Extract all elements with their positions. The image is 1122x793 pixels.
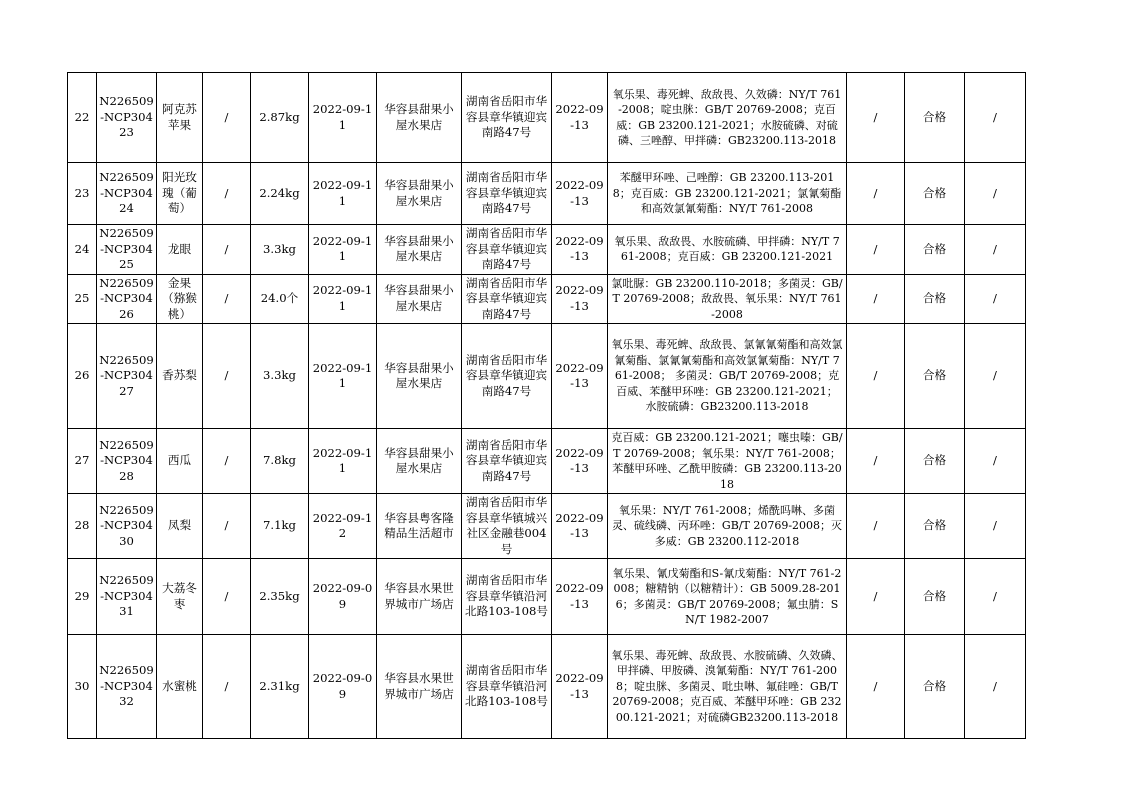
row-seq-number: 28 — [68, 494, 97, 559]
conclusion: 合格 — [905, 73, 965, 163]
test-date: 2022-09-13 — [552, 635, 608, 739]
sample-code: N226509-NCP30432 — [97, 635, 157, 739]
seller-address: 湖南省岳阳市华容县章华镇城兴社区金融巷004号 — [462, 494, 552, 559]
brand-cell: / — [203, 635, 251, 739]
purchase-date: 2022-09-12 — [309, 494, 377, 559]
note-cell: / — [847, 494, 905, 559]
conclusion: 合格 — [905, 429, 965, 494]
conclusion: 合格 — [905, 274, 965, 324]
sample-name: 龙眼 — [157, 225, 203, 275]
purchase-date: 2022-09-09 — [309, 635, 377, 739]
sample-quantity: 3.3kg — [251, 225, 309, 275]
table-row — [68, 225, 1026, 275]
seller-address: 湖南省岳阳市华容县章华镇迎宾南路47号 — [462, 274, 552, 324]
purchase-date: 2022-09-11 — [309, 73, 377, 163]
remark-cell: / — [965, 559, 1026, 635]
note-cell: / — [847, 635, 905, 739]
sample-code: N226509-NCP30428 — [97, 429, 157, 494]
conclusion: 合格 — [905, 324, 965, 429]
sample-code: N226509-NCP30426 — [97, 274, 157, 324]
seller-address: 湖南省岳阳市华容县章华镇沿河北路103-108号 — [462, 635, 552, 739]
purchase-date: 2022-09-11 — [309, 274, 377, 324]
seller-address: 湖南省岳阳市华容县章华镇迎宾南路47号 — [462, 73, 552, 163]
sample-quantity: 2.35kg — [251, 559, 309, 635]
brand-cell: / — [203, 429, 251, 494]
seller-name: 华容县粤客隆精品生活超市 — [377, 494, 462, 559]
row-seq-number: 27 — [68, 429, 97, 494]
test-items-and-standards: 氧乐果、毒死蜱、敌敌畏、水胺硫磷、久效磷、甲拌磷、甲胺磷、溴氰菊酯：NY/T 761-2008；啶虫脒、多菌灵、吡虫啉、氟硅唑：GB/T 20769-2008；克百威、苯醚甲环唑：GB 23200.121-2021；对硫磷GB23200.113-2018 — [608, 635, 847, 739]
row-seq-number: 29 — [68, 559, 97, 635]
test-items-and-standards: 苯醚甲环唑、己唑醇：GB 23200.113-2018；克百威：GB 23200.121-2021；氯氰菊酯和高效氯氰菊酯：NY/T 761-2008 — [608, 163, 847, 225]
seller-name: 华容县甜果小屋水果店 — [377, 324, 462, 429]
row-seq-number: 26 — [68, 324, 97, 429]
row-seq-number: 30 — [68, 635, 97, 739]
brand-cell: / — [203, 274, 251, 324]
row-seq-number: 24 — [68, 225, 97, 275]
remark-cell: / — [965, 494, 1026, 559]
seller-name: 华容县甜果小屋水果店 — [377, 73, 462, 163]
sample-name: 金果（猕猴桃） — [157, 274, 203, 324]
brand-cell: / — [203, 225, 251, 275]
table-row — [68, 635, 1026, 739]
note-cell: / — [847, 225, 905, 275]
table-row — [68, 429, 1026, 494]
note-cell: / — [847, 73, 905, 163]
brand-cell: / — [203, 163, 251, 225]
note-cell: / — [847, 163, 905, 225]
sample-code: N226509-NCP30427 — [97, 324, 157, 429]
purchase-date: 2022-09-11 — [309, 429, 377, 494]
brand-cell: / — [203, 559, 251, 635]
seller-address: 湖南省岳阳市华容县章华镇迎宾南路47号 — [462, 225, 552, 275]
remark-cell: / — [965, 225, 1026, 275]
test-date: 2022-09-13 — [552, 324, 608, 429]
seller-address: 湖南省岳阳市华容县章华镇迎宾南路47号 — [462, 163, 552, 225]
table-row — [68, 163, 1026, 225]
test-items-and-standards: 氧乐果、毒死蜱、敌敌畏、氯氰氰菊酯和高效氯氰菊酯、氯氰氰菊酯和高效氯氰菊酯：NY/T 761-2008； 多菌灵：GB/T 20769-2008；克百威、苯醚甲环唑：GB 23200.121-2021；水胺硫磷：GB23200.113-2018 — [608, 324, 847, 429]
sample-code: N226509-NCP30424 — [97, 163, 157, 225]
test-date: 2022-09-13 — [552, 73, 608, 163]
seller-address: 湖南省岳阳市华容县章华镇迎宾南路47号 — [462, 429, 552, 494]
sample-code: N226509-NCP30423 — [97, 73, 157, 163]
test-items-and-standards: 氯吡脲：GB 23200.110-2018；多菌灵：GB/T 20769-2008；敌敌畏、氧乐果：NY/T 761-2008 — [608, 274, 847, 324]
test-date: 2022-09-13 — [552, 163, 608, 225]
test-date: 2022-09-13 — [552, 559, 608, 635]
conclusion: 合格 — [905, 559, 965, 635]
brand-cell: / — [203, 73, 251, 163]
purchase-date: 2022-09-09 — [309, 559, 377, 635]
conclusion: 合格 — [905, 163, 965, 225]
table-row — [68, 73, 1026, 163]
test-items-and-standards: 氧乐果、毒死蜱、敌敌畏、久效磷：NY/T 761-2008；啶虫脒：GB/T 20769-2008；克百威：GB 23200.121-2021；水胺硫磷、对硫磷、三唑醇、甲拌磷：GB23200.113-2018 — [608, 73, 847, 163]
test-date: 2022-09-13 — [552, 494, 608, 559]
sample-name: 阳光玫瑰（葡萄） — [157, 163, 203, 225]
inspection-results-table — [67, 72, 1026, 739]
sample-quantity: 2.31kg — [251, 635, 309, 739]
note-cell: / — [847, 324, 905, 429]
table-row — [68, 494, 1026, 559]
remark-cell: / — [965, 429, 1026, 494]
test-items-and-standards: 氧乐果、敌敌畏、水胺硫磷、甲拌磷：NY/T 761-2008；克百威：GB 23200.121-2021 — [608, 225, 847, 275]
note-cell: / — [847, 559, 905, 635]
test-date: 2022-09-13 — [552, 225, 608, 275]
sample-quantity: 7.1kg — [251, 494, 309, 559]
test-items-and-standards: 氧乐果、氰戊菊酯和S-氰戊菊酯：NY/T 761-2008；糖精钠（以糖精计）：GB 5009.28-2016；多菌灵：GB/T 20769-2008；氟虫腈：SN/T 1982-2007 — [608, 559, 847, 635]
test-date: 2022-09-13 — [552, 429, 608, 494]
purchase-date: 2022-09-11 — [309, 324, 377, 429]
seller-name: 华容县甜果小屋水果店 — [377, 163, 462, 225]
conclusion: 合格 — [905, 225, 965, 275]
test-items-and-standards: 克百威：GB 23200.121-2021；噻虫嗪：GB/T 20769-2008；氧乐果：NY/T 761-2008；苯醚甲环唑、乙酰甲胺磷：GB 23200.113-2018 — [608, 429, 847, 494]
remark-cell: / — [965, 274, 1026, 324]
sample-quantity: 7.8kg — [251, 429, 309, 494]
remark-cell: / — [965, 324, 1026, 429]
seller-name: 华容县甜果小屋水果店 — [377, 274, 462, 324]
seller-address: 湖南省岳阳市华容县章华镇沿河北路103-108号 — [462, 559, 552, 635]
sample-name: 凤梨 — [157, 494, 203, 559]
sample-code: N226509-NCP30430 — [97, 494, 157, 559]
remark-cell: / — [965, 635, 1026, 739]
seller-address: 湖南省岳阳市华容县章华镇迎宾南路47号 — [462, 324, 552, 429]
test-items-and-standards: 氧乐果：NY/T 761-2008；烯酰吗啉、多菌灵、硫线磷、丙环唑：GB/T 20769-2008；灭多威：GB 23200.112-2018 — [608, 494, 847, 559]
conclusion: 合格 — [905, 635, 965, 739]
sample-name: 阿克苏苹果 — [157, 73, 203, 163]
conclusion: 合格 — [905, 494, 965, 559]
sample-code: N226509-NCP30425 — [97, 225, 157, 275]
remark-cell: / — [965, 163, 1026, 225]
sample-name: 西瓜 — [157, 429, 203, 494]
brand-cell: / — [203, 324, 251, 429]
note-cell: / — [847, 274, 905, 324]
purchase-date: 2022-09-11 — [309, 163, 377, 225]
sample-code: N226509-NCP30431 — [97, 559, 157, 635]
sample-name: 大荔冬枣 — [157, 559, 203, 635]
seller-name: 华容县甜果小屋水果店 — [377, 429, 462, 494]
row-seq-number: 25 — [68, 274, 97, 324]
sample-name: 水蜜桃 — [157, 635, 203, 739]
sample-quantity: 24.0个 — [251, 274, 309, 324]
seller-name: 华容县水果世界城市广场店 — [377, 635, 462, 739]
table-row — [68, 274, 1026, 324]
seller-name: 华容县甜果小屋水果店 — [377, 225, 462, 275]
sample-quantity: 3.3kg — [251, 324, 309, 429]
sample-name: 香苏梨 — [157, 324, 203, 429]
remark-cell: / — [965, 73, 1026, 163]
seller-name: 华容县水果世界城市广场店 — [377, 559, 462, 635]
brand-cell: / — [203, 494, 251, 559]
row-seq-number: 22 — [68, 73, 97, 163]
table-row — [68, 324, 1026, 429]
note-cell: / — [847, 429, 905, 494]
table-row — [68, 559, 1026, 635]
sample-quantity: 2.87kg — [251, 73, 309, 163]
row-seq-number: 23 — [68, 163, 97, 225]
sample-quantity: 2.24kg — [251, 163, 309, 225]
test-date: 2022-09-13 — [552, 274, 608, 324]
purchase-date: 2022-09-11 — [309, 225, 377, 275]
